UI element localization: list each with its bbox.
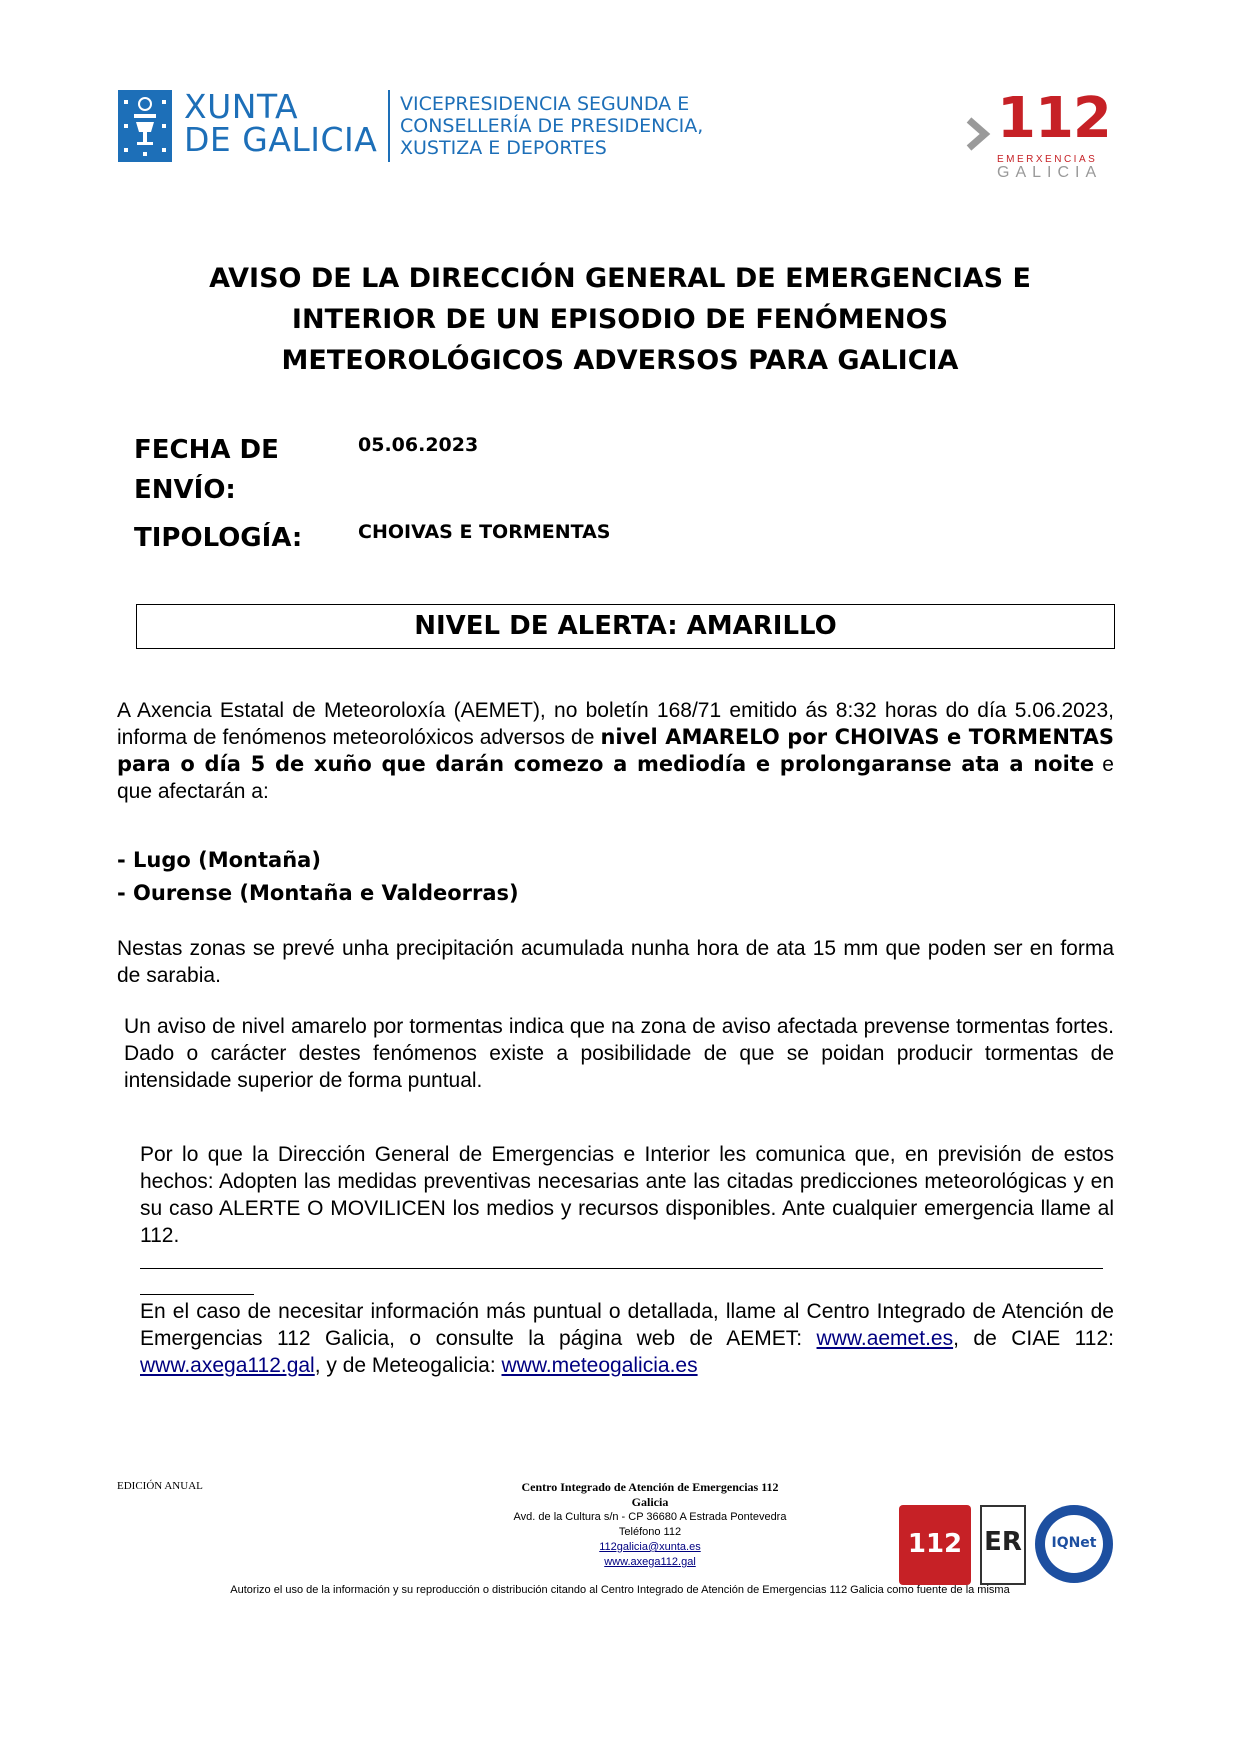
shield-icon (118, 90, 172, 162)
footer-email-link[interactable]: 112galicia@xunta.es (599, 1541, 701, 1553)
fecha-value: 05.06.2023 (358, 434, 479, 456)
seal-112-text: 112 (907, 1529, 963, 1559)
intro-paragraph (117, 697, 1114, 805)
department-name (400, 93, 703, 159)
usage-authorization-note: Autorizo el uso de la información y su reproducción o distribución citando al Centro Integrado de Atención de Emergencias 112 Galicia como fuente de la misma (230, 1584, 1010, 1596)
contact-text: , y de Meteogalicia: (314, 1354, 502, 1377)
footer-web-link[interactable]: www.axega112.gal (604, 1556, 696, 1568)
logo-112-region: GALICIA (997, 164, 1103, 181)
precipitation-paragraph: Nestas zonas se prevé unha precipitación acumulada nunha hora de ata 15 mm que poden ser en forma de sarabia. (117, 937, 1114, 987)
aemet-link[interactable]: www.aemet.es (816, 1327, 954, 1350)
xunta-name-line1: XUNTA (184, 87, 299, 126)
tipologia-label: TIPOLOGÍA: (134, 523, 303, 553)
zone-item: - Ourense (Montaña e Valdeorras) (117, 881, 519, 905)
dept-line3: XUSTIZA E DEPORTES (400, 137, 607, 159)
separator-line-short (140, 1294, 254, 1295)
zone-item: - Lugo (Montaña) (117, 848, 321, 872)
separator-line (140, 1268, 1103, 1269)
contact-paragraph (140, 1298, 1114, 1379)
zone-list (117, 844, 519, 910)
storm-warning-paragraph: Un aviso de nivel amarelo por tormentas indica que na zona de aviso afectada prevense tormentas fortes. Dado o carácter destes fenómenos existe a posibilidade de que se poidan producir tormentas de intensidade superior de forma puntual. (124, 1015, 1114, 1092)
intro-text: A Axencia Estatal de Meteoroloxía (AEMET), no boletín 168/71 emitido ás 8:32 horas do día 5.06.2023, informa de fenómenos meteorolóxicos adversos de (117, 699, 1114, 749)
quality-seal-112 (899, 1505, 971, 1585)
footer-center-name: Centro Integrado de Atención de Emergencias 112 (521, 1480, 779, 1494)
seal-er-text: ER (984, 1527, 1022, 1557)
header-divider (388, 90, 390, 162)
fecha-label (134, 430, 279, 510)
fecha-label-line1: FECHA DE (134, 435, 279, 465)
intro-bold-text: nivel AMARELO por CHOIVAS e TORMENTAS para o día 5 de xuño que darán comezo a mediodía e prolongaranse ata a noite (117, 725, 1114, 776)
seal-iqnet-text: IQNet (1051, 1535, 1097, 1551)
edition-label: EDICIÓN ANUAL (117, 1480, 203, 1492)
instructions-paragraph: Por lo que la Dirección General de Emergencias e Interior les comunica que, en previsión de estos hechos: Adopten las medidas preventivas necesarias ante las citadas predicciones meteorológicas y en su caso ALERTE O MOVILICEN los medios y recursos disponibles. Ante cualquier emergencia llame al 112. (140, 1143, 1114, 1247)
iqnet-seal (1035, 1505, 1113, 1583)
title-line1: AVISO DE LA DIRECCIÓN GENERAL DE EMERGENCIAS E (209, 263, 1031, 294)
meteogalicia-link[interactable]: www.meteogalicia.es (501, 1354, 698, 1377)
aenor-er-seal (980, 1505, 1026, 1585)
title-line2: INTERIOR DE UN EPISODIO DE FENÓMENOS (291, 304, 949, 335)
contact-text: , de CIAE 112: (953, 1327, 1114, 1350)
intro-text-end: e que afectarán a: (117, 753, 1114, 803)
title-line3: METEOROLÓGICOS ADVERSOS PARA GALICIA (281, 345, 959, 376)
tipologia-value: CHOIVAS E TORMENTAS (358, 521, 611, 543)
chevron-right-icon (965, 114, 995, 154)
alert-level-box: NIVEL DE ALERTA: AMARILLO (136, 604, 1115, 649)
axega-link[interactable]: www.axega112.gal (140, 1354, 315, 1377)
xunta-name-line2: DE GALICIA (184, 120, 378, 159)
footer-address: Avd. de la Cultura s/n - CP 36680 A Estrada Pontevedra (513, 1511, 787, 1523)
xunta-wordmark (184, 87, 378, 159)
dept-line1: VICEPRESIDENCIA SEGUNDA E (400, 93, 690, 115)
contact-text: En el caso de necesitar información más puntual o detallada, llame al Centro Integrado de Atención de Emergencias 112 Galicia, o consulte la página web de AEMET: (140, 1300, 1114, 1350)
emergencias-112-logo (965, 86, 1111, 184)
footer-phone: Teléfono 112 (618, 1526, 682, 1538)
fecha-label-line2: ENVÍO: (134, 475, 236, 505)
logo-112-number: 112 (997, 86, 1111, 151)
xunta-shield-logo (118, 90, 172, 162)
logo-112-subtitle: EMERXENCIAS (997, 154, 1098, 165)
footer-contact (440, 1480, 860, 1570)
footer-center-name-line2: Galicia (631, 1495, 669, 1509)
dept-line2: CONSELLERÍA DE PRESIDENCIA, (400, 115, 704, 137)
document-title (150, 258, 1090, 381)
